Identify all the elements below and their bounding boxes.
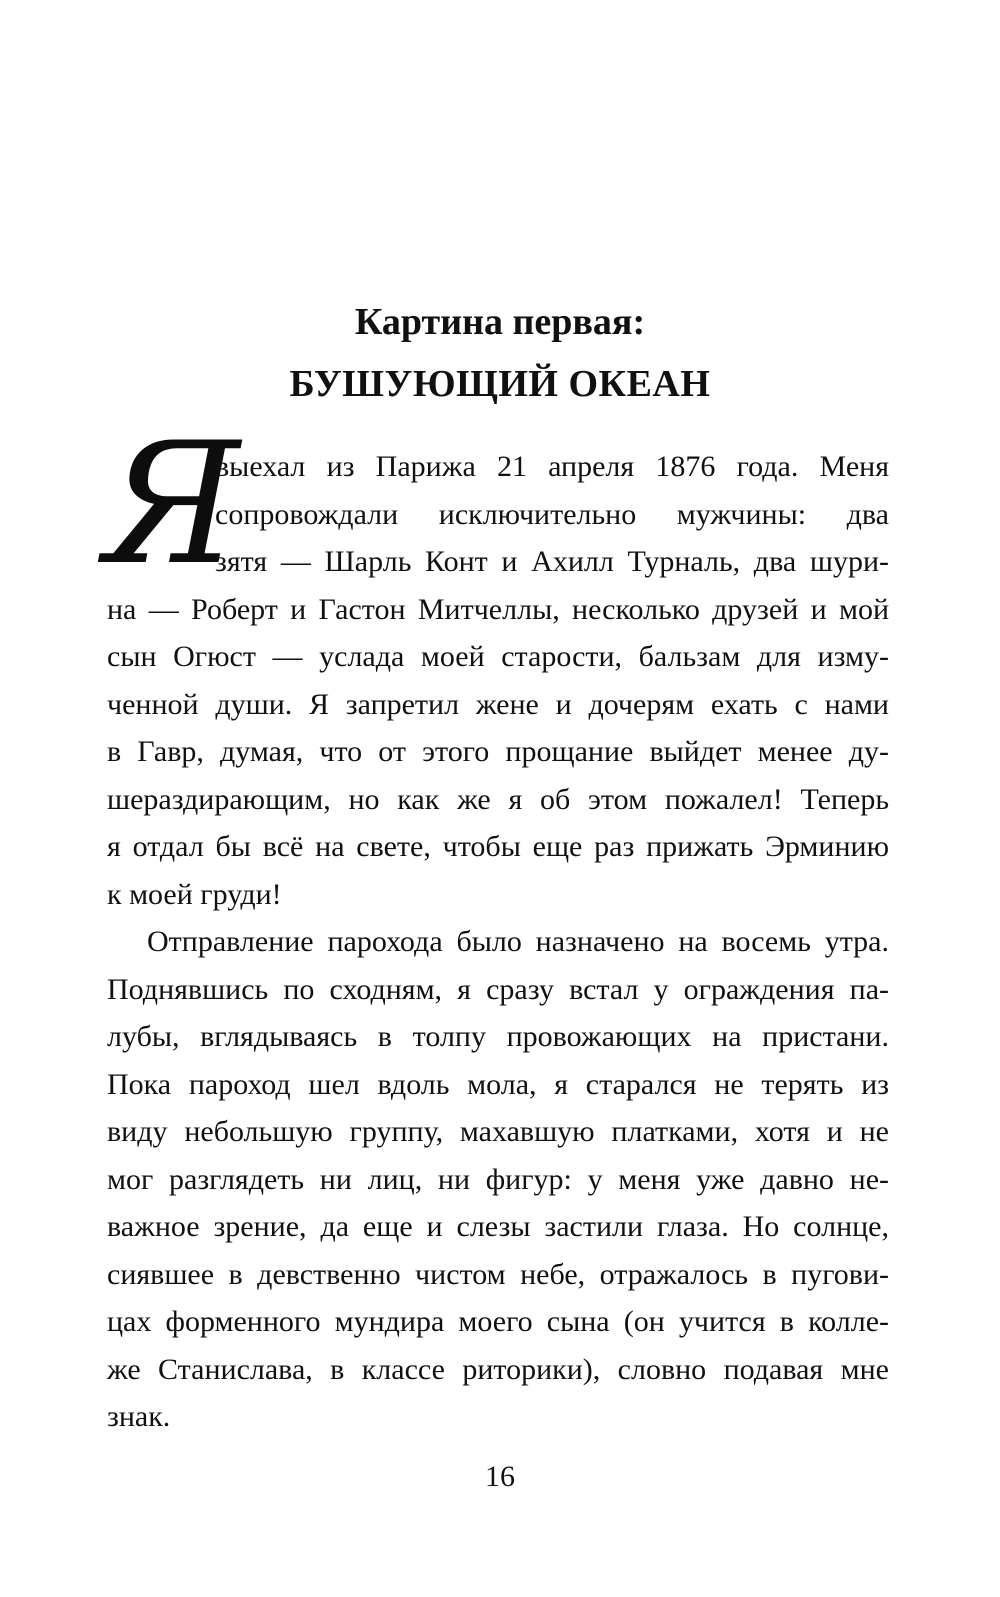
text-line: зятя — Шарль Конт и Ахилл Турналь, два шури- (215, 545, 889, 578)
drop-cap: Я (104, 406, 240, 602)
text-line: важное зрение, да еще и слезы застили глаза. Но солнце, (107, 1210, 889, 1243)
text-line: же Станислава, в классе риторики), словно подавая мне (107, 1352, 889, 1386)
text-line: виду небольшую группу, махавшую платками, хотя и не (107, 1115, 889, 1148)
paragraph-1 (107, 443, 889, 918)
chapter-title: Картина первая: (354, 301, 646, 343)
chapter-subtitle: БУШУЮЩИЙ ОКЕАН (289, 363, 711, 405)
text-line: Поднявшись по сходням, я сразу встал у ограждения па- (107, 972, 889, 1006)
text-line: я отдал бы всё на свете, чтобы еще раз прижать Эрминию (107, 830, 889, 863)
text-line: знак. (107, 1400, 171, 1433)
text-line: шераздирающим, но как же я об этом пожалел! Теперь (107, 782, 889, 816)
text-line: сопровождали исключительно мужчины: два (215, 497, 889, 531)
text-line: сиявшее в девственно чистом небе, отражалось в пугови- (107, 1257, 889, 1291)
text-line: выехал из Парижа 21 апреля 1876 года. Меня (215, 450, 889, 483)
text-line: Отправление парохода было назначено на восемь утра. (147, 925, 889, 958)
text-line: на — Роберт и Гастон Митчеллы, несколько друзей и мой (107, 592, 889, 626)
text-line: лубы, вглядываясь в толпу провожающих на пристани. (107, 1020, 889, 1053)
text-line: в Гавр, думая, что от этого прощание выйдет менее ду- (107, 735, 889, 768)
paragraph-2 (107, 918, 889, 1441)
text-line: сын Огюст — услада моей старости, бальзам для изму- (107, 640, 889, 673)
page-number: 16 (485, 1460, 515, 1493)
text-line: ченной души. Я запретил жене и дочерям ехать с нами (107, 687, 889, 721)
text-line: мог разглядеть ни лиц, ни фигур: у меня уже давно не- (107, 1162, 889, 1196)
text-line: Пока пароход шел вдоль мола, я старался не терять из (107, 1067, 889, 1101)
text-line: цах форменного мундира моего сына (он учится в колле- (107, 1305, 889, 1338)
text-line: к моей груди! (107, 877, 282, 911)
